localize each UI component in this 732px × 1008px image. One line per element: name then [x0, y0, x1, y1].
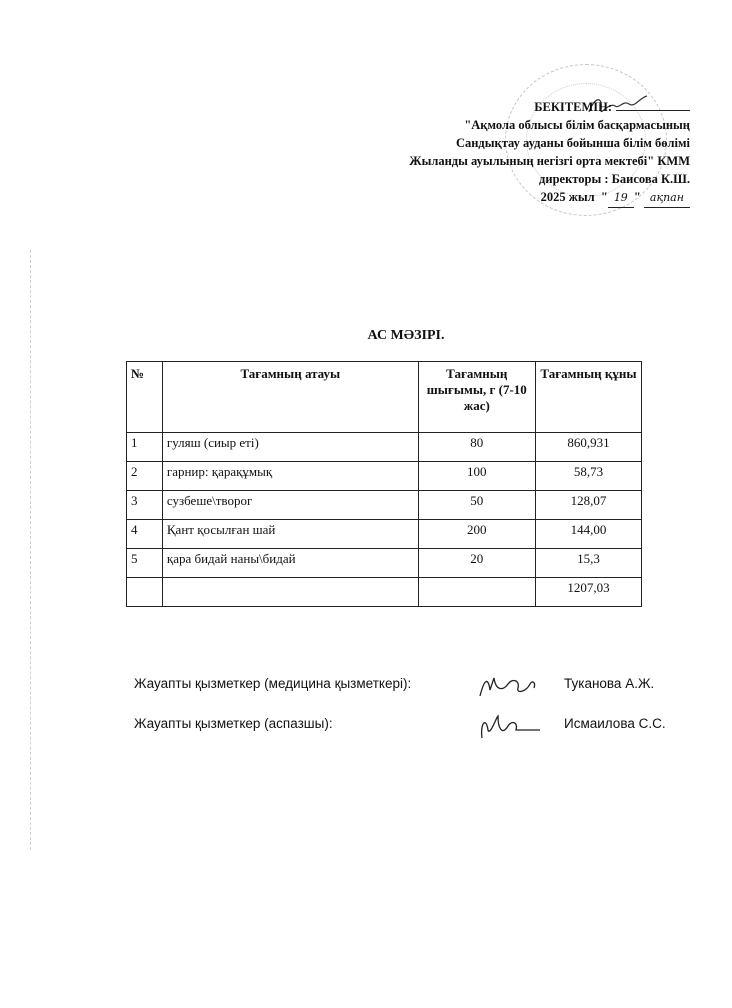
row-yield: 100 [418, 462, 535, 491]
header-price: Тағамның құны [535, 362, 641, 433]
total-price: 1207,03 [535, 578, 641, 607]
header-yield: Тағамның шығымы, г (7-10 жас) [418, 362, 535, 433]
row-price: 860,931 [535, 433, 641, 462]
signer-name: Туканова А.Ж. [564, 676, 655, 691]
signer-name: Исмаилова С.С. [564, 716, 666, 731]
approval-director: директоры : Баисова К.Ш. [539, 172, 690, 186]
signer-role: Жауапты қызметкер (аспазшы): [134, 716, 333, 731]
row-yield: 20 [418, 549, 535, 578]
signers-block [134, 676, 694, 756]
approval-heading: БЕКІТЕМІН: [534, 100, 612, 114]
approval-org-line1: "Ақмола облысы білім басқармасының [464, 118, 690, 132]
row-yield: 50 [418, 491, 535, 520]
row-name: Қант қосылған шай [162, 520, 418, 549]
total-no-empty [127, 578, 163, 607]
row-yield: 80 [418, 433, 535, 462]
row-no: 1 [127, 433, 163, 462]
menu-table [126, 361, 642, 607]
table-row [127, 433, 642, 462]
row-name: сузбеше\творог [162, 491, 418, 520]
row-no: 3 [127, 491, 163, 520]
approval-year: 2025 жыл [540, 190, 595, 204]
total-yield-empty [418, 578, 535, 607]
row-price: 128,07 [535, 491, 641, 520]
menu-table-header-row [127, 362, 642, 433]
approval-date-day: 19 [608, 189, 634, 208]
header-no: № [127, 362, 163, 433]
table-row [127, 462, 642, 491]
table-row [127, 549, 642, 578]
approval-block [330, 98, 690, 208]
header-name: Тағамның атауы [162, 362, 418, 433]
row-name: гуляш (сиыр еті) [162, 433, 418, 462]
row-price: 15,3 [535, 549, 641, 578]
row-price: 144,00 [535, 520, 641, 549]
approval-org-line3: Жыланды ауылының негізгі орта мектебі" КММ [409, 154, 690, 168]
row-no: 2 [127, 462, 163, 491]
document-title: АС МӘЗІРІ. [367, 328, 445, 343]
cook-signature [474, 710, 544, 742]
row-no: 5 [127, 549, 163, 578]
total-row [127, 578, 642, 607]
approval-org-line2: Сандықтау ауданы бойынша білім бөлімі [455, 136, 690, 150]
row-name: гарнир: қарақұмық [162, 462, 418, 491]
row-name: қара бидай наны\бидай [162, 549, 418, 578]
row-yield: 200 [418, 520, 535, 549]
table-row [127, 520, 642, 549]
signer-row-medic [134, 676, 694, 716]
signer-row-cook [134, 716, 694, 756]
total-name-empty [162, 578, 418, 607]
approval-date: 2025 жыл " 19 " ақпан [330, 188, 690, 208]
row-price: 58,73 [535, 462, 641, 491]
row-no: 4 [127, 520, 163, 549]
approval-date-month: ақпан [644, 189, 690, 208]
medic-signature [474, 670, 544, 702]
approval-signature-line [616, 98, 690, 111]
signer-role: Жауапты қызметкер (медицина қызметкері): [134, 676, 412, 691]
table-row [127, 491, 642, 520]
